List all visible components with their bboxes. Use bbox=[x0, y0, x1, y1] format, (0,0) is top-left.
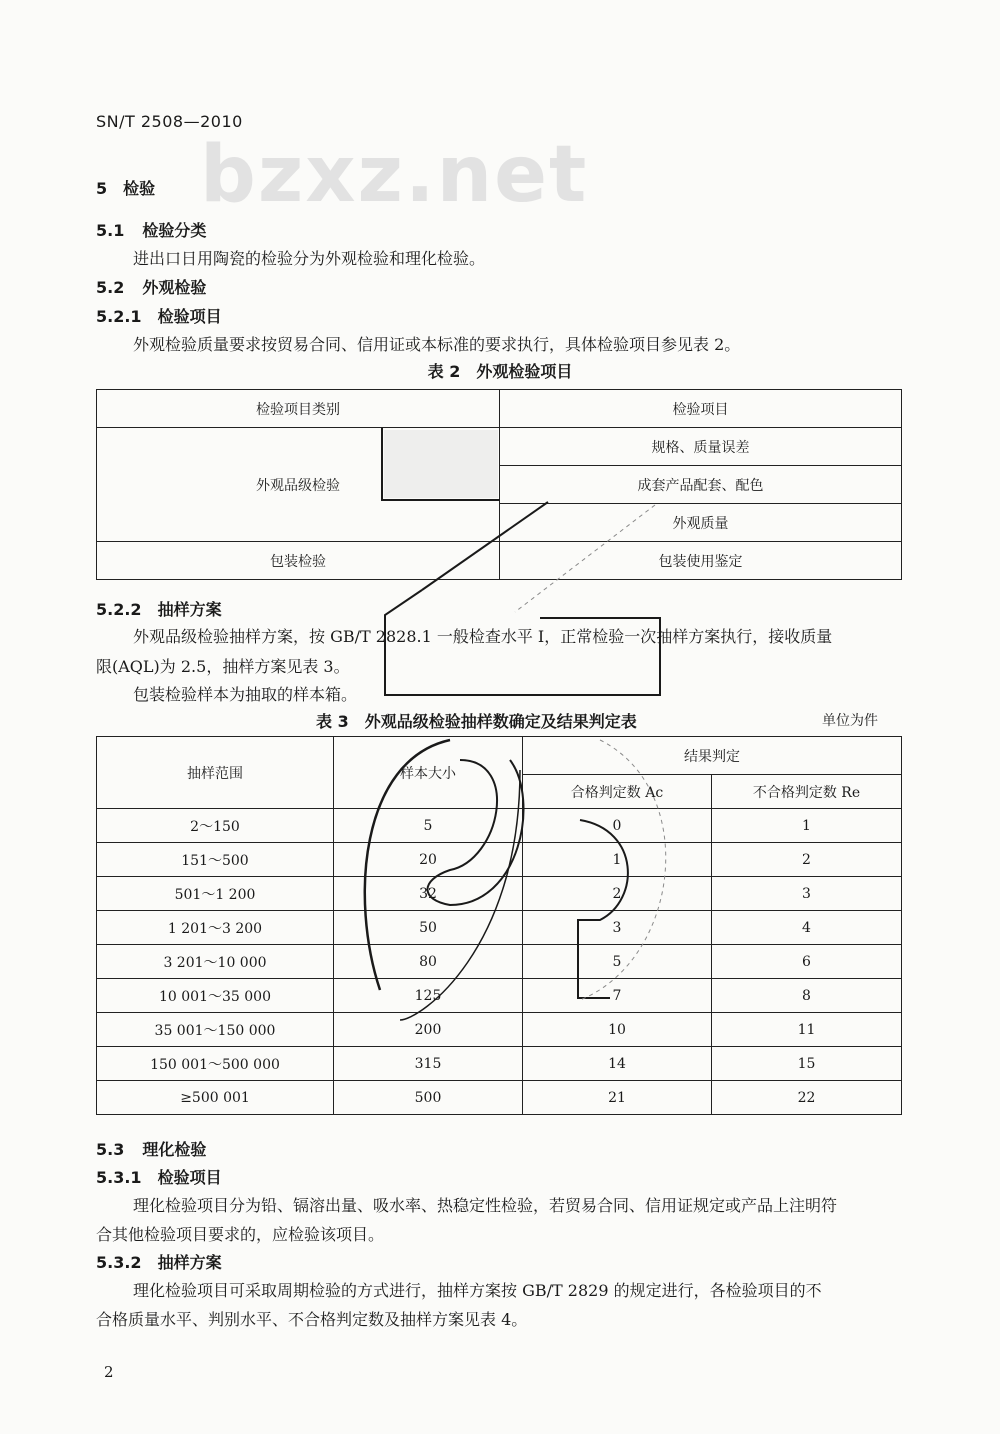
item-cell: 规格、质量误差 bbox=[500, 428, 902, 466]
range-cell: 150 001～500 000 bbox=[97, 1047, 334, 1081]
table-row bbox=[97, 1047, 902, 1081]
header-cell: 检验项目类别 bbox=[97, 390, 500, 428]
section-5-2-2-text-2: 包装检验样本为抽取的样本箱。 bbox=[133, 685, 358, 704]
range-cell: ≥500 001 bbox=[97, 1081, 334, 1115]
section-title: 抽样方案 bbox=[157, 600, 222, 619]
section-5-2-2-text-line-2: 限(AQL)为 2.5，抽样方案见表 3。 bbox=[96, 657, 350, 676]
table-3-caption: 表 3 外观品级检验抽样数确定及结果判定表 bbox=[316, 712, 637, 731]
re-cell: 15 bbox=[712, 1047, 902, 1081]
re-cell: 11 bbox=[712, 1013, 902, 1047]
range-cell: 1 201～3 200 bbox=[97, 911, 334, 945]
section-title: 检验项目 bbox=[157, 307, 222, 326]
re-cell: 1 bbox=[712, 809, 902, 843]
ac-cell: 7 bbox=[523, 979, 712, 1013]
size-cell: 315 bbox=[334, 1047, 523, 1081]
ac-cell: 10 bbox=[523, 1013, 712, 1047]
section-number: 5.2.2 bbox=[96, 600, 142, 619]
item-cell: 外观质量 bbox=[500, 504, 902, 542]
table-2-caption: 表 2 外观检验项目 bbox=[427, 362, 573, 381]
table-row bbox=[97, 1081, 902, 1115]
section-5-1-heading bbox=[96, 218, 206, 241]
table-row bbox=[97, 979, 902, 1013]
range-cell: 501～1 200 bbox=[97, 877, 334, 911]
category-cell: 包装检验 bbox=[97, 542, 500, 580]
section-title: 抽样方案 bbox=[157, 1253, 222, 1272]
section-title: 理化检验 bbox=[142, 1140, 207, 1159]
ac-cell: 21 bbox=[523, 1081, 712, 1115]
ac-cell: 1 bbox=[523, 843, 712, 877]
size-cell: 80 bbox=[334, 945, 523, 979]
section-number: 5.2 bbox=[96, 278, 125, 297]
section-5-3-1-text-line-2: 合其他检验项目要求的，应检验该项目。 bbox=[96, 1225, 385, 1244]
table-row bbox=[97, 843, 902, 877]
size-cell: 20 bbox=[334, 843, 523, 877]
section-5-3-2-text-line-2: 合格质量水平、判别水平、不合格判定数及抽样方案见表 4。 bbox=[96, 1310, 528, 1329]
table-row bbox=[97, 428, 902, 466]
table-row bbox=[97, 542, 902, 580]
table-row bbox=[97, 809, 902, 843]
table-header-row bbox=[97, 390, 902, 428]
section-5-3-1-text-line-1: 理化检验项目分为铅、镉溶出量、吸水率、热稳定性检验，若贸易合同、信用证规定或产品上注明符 bbox=[133, 1196, 838, 1215]
table-3 bbox=[96, 736, 902, 1115]
table-2 bbox=[96, 389, 902, 580]
section-5-3-2-heading bbox=[96, 1250, 222, 1273]
range-cell: 2～150 bbox=[97, 809, 334, 843]
size-cell: 200 bbox=[334, 1013, 523, 1047]
section-5-2-1-text: 外观检验质量要求按贸易合同、信用证或本标准的要求执行，具体检验项目参见表 2。 bbox=[133, 335, 741, 354]
range-cell: 35 001～150 000 bbox=[97, 1013, 334, 1047]
section-title: 检验项目 bbox=[157, 1168, 222, 1187]
item-cell: 成套产品配套、配色 bbox=[500, 466, 902, 504]
size-cell: 125 bbox=[334, 979, 523, 1013]
re-cell: 8 bbox=[712, 979, 902, 1013]
ac-cell: 5 bbox=[523, 945, 712, 979]
size-cell: 500 bbox=[334, 1081, 523, 1115]
size-cell: 5 bbox=[334, 809, 523, 843]
ac-cell: 14 bbox=[523, 1047, 712, 1081]
section-5-2-heading bbox=[96, 275, 206, 298]
page-number: 2 bbox=[104, 1363, 114, 1381]
header-cell: 合格判定数 Ac bbox=[523, 775, 712, 809]
header-cell: 抽样范围 bbox=[97, 737, 334, 809]
section-number: 5.3.2 bbox=[96, 1253, 142, 1272]
table-header-row bbox=[97, 737, 902, 775]
section-number: 5 bbox=[96, 179, 108, 198]
section-number: 5.3.1 bbox=[96, 1168, 142, 1187]
table-3-unit: 单位为件 bbox=[822, 713, 878, 729]
header-cell: 不合格判定数 Re bbox=[712, 775, 902, 809]
table-row bbox=[97, 877, 902, 911]
size-cell: 50 bbox=[334, 911, 523, 945]
section-number: 5.1 bbox=[96, 221, 125, 240]
table-row bbox=[97, 1013, 902, 1047]
section-title: 检验 bbox=[123, 179, 156, 198]
section-5-1-text: 进出口日用陶瓷的检验分为外观检验和理化检验。 bbox=[133, 249, 486, 268]
header-cell: 样本大小 bbox=[334, 737, 523, 809]
section-title: 检验分类 bbox=[142, 221, 207, 240]
ac-cell: 3 bbox=[523, 911, 712, 945]
table-3-body bbox=[97, 809, 902, 1115]
item-cell: 包装使用鉴定 bbox=[500, 542, 902, 580]
size-cell: 32 bbox=[334, 877, 523, 911]
range-cell: 10 001～35 000 bbox=[97, 979, 334, 1013]
re-cell: 6 bbox=[712, 945, 902, 979]
section-5-2-2-text-line-1: 外观品级检验抽样方案，按 GB/T 2828.1 一般检查水平 I，正常检验一次抽样方案执行，接收质量 bbox=[133, 627, 833, 646]
range-cell: 3 201～10 000 bbox=[97, 945, 334, 979]
re-cell: 3 bbox=[712, 877, 902, 911]
re-cell: 2 bbox=[712, 843, 902, 877]
section-title: 外观检验 bbox=[142, 278, 207, 297]
section-5-2-2-heading bbox=[96, 597, 222, 620]
ac-cell: 2 bbox=[523, 877, 712, 911]
re-cell: 4 bbox=[712, 911, 902, 945]
header-cell: 检验项目 bbox=[500, 390, 902, 428]
section-number: 5.3 bbox=[96, 1140, 125, 1159]
section-5-3-heading bbox=[96, 1137, 206, 1160]
section-5-3-2-text-line-1: 理化检验项目可采取周期检验的方式进行，抽样方案按 GB/T 2829 的规定进行，各检验项目的不 bbox=[133, 1281, 822, 1300]
table-row bbox=[97, 945, 902, 979]
section-5-2-1-heading bbox=[96, 304, 222, 327]
ac-cell: 0 bbox=[523, 809, 712, 843]
document-code: SN/T 2508—2010 bbox=[96, 112, 243, 131]
section-number: 5.2.1 bbox=[96, 307, 142, 326]
section-5-3-1-heading bbox=[96, 1165, 222, 1188]
re-cell: 22 bbox=[712, 1081, 902, 1115]
section-5-heading bbox=[96, 176, 155, 199]
table-row bbox=[97, 911, 902, 945]
category-cell: 外观品级检验 bbox=[97, 428, 500, 542]
watermark: bzxz.net bbox=[200, 130, 589, 220]
header-cell: 结果判定 bbox=[523, 737, 902, 775]
range-cell: 151～500 bbox=[97, 843, 334, 877]
